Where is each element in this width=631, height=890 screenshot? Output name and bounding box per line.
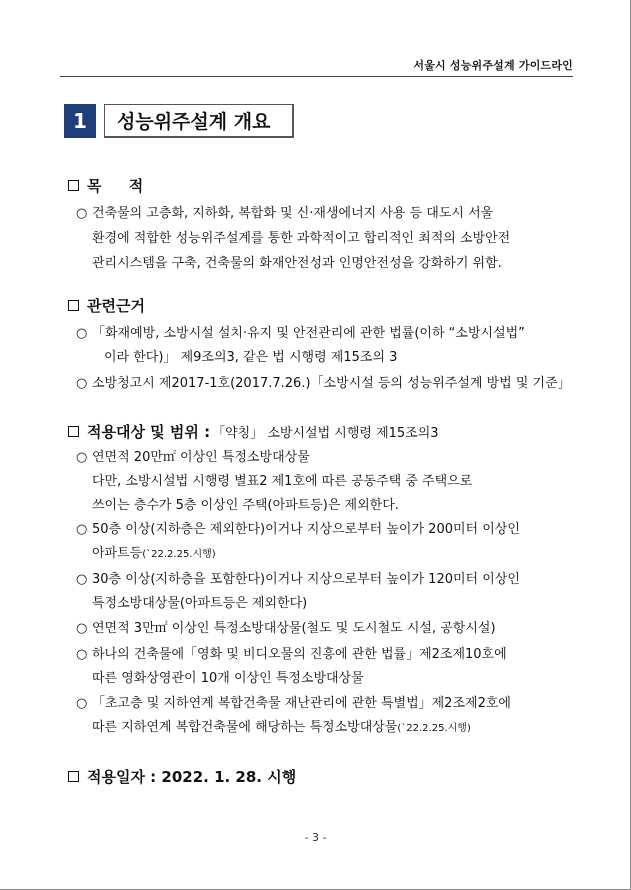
scope-item [76,621,496,637]
scope-item [76,450,310,466]
section-effective-heading [68,766,296,787]
chapter-heading [64,104,294,138]
checkbox-square-icon [68,180,79,191]
scope-text: 아파트등 [92,546,143,561]
header-title: 서울시 성능위주설계 가이드라인 [413,59,573,72]
scope-text: 50층 이상(지하층은 제외한다)이거나 지상으로부터 높이가 200미터 이상인 [92,522,520,537]
basis-text: 소방청고시 제2017-1호(2017.7.26.)「소방시설 등의 성능위주설계 방법 및 기준」 [92,376,571,391]
circle-bullet-icon: ○ [76,621,88,636]
circle-bullet-icon: ○ [76,572,88,587]
section-heading-note: 「약칭」 소방시설법 시행령 제15조의3 [212,426,439,441]
circle-bullet-icon: ○ [76,450,88,465]
purpose-text: 건축물의 고층화, 지하화, 복합화 및 신·재생에너지 사용 등 대도시 서울 [92,206,494,221]
scope-item [76,696,511,712]
scope-text-line [92,720,471,737]
scope-text: 다만, 소방시설법 시행령 별표2 제1호에 따른 공동주택 중 주택으로 [92,474,473,489]
scope-item [76,647,507,663]
scope-text: 특정소방대상물(아파트등은 제외한다) [92,596,308,611]
header-rule [60,76,573,77]
scope-text: 따른 영화상영관이 10개 이상인 특정소방대상물 [92,671,364,686]
purpose-line: 관리시스템을 구축, 건축물의 화재안전성과 인명안전성을 강화하기 위함. [92,256,502,271]
section-heading-text: 적용대상 및 범위 : [87,423,211,441]
circle-bullet-icon: ○ [76,376,88,391]
scope-text: 「초고층 및 지하연계 복합건축물 재난관리에 관한 특별법」제2조제2호에 [92,696,511,711]
circle-bullet-icon: ○ [76,326,88,341]
checkbox-square-icon [68,300,79,311]
section-heading-text: 적용일자 : 2022. 1. 28. 시행 [87,768,297,786]
checkbox-square-icon [68,771,79,782]
chapter-number: 1 [64,104,96,138]
scope-item [76,572,520,588]
purpose-line [76,206,493,222]
chapter-title: 성능위주설계 개요 [104,104,294,138]
scope-text: 연면적 3만㎡ 이상인 특정소방대상물(철도 및 도시철도 시설, 공항시설) [92,621,496,636]
effective-note: (`22.2.25.시행) [397,723,471,734]
scope-text: 연면적 20만㎡ 이상인 특정소방대상물 [92,450,310,465]
page-number: - 3 - [304,831,327,844]
purpose-line: 환경에 적합한 성능위주설계를 통한 과학적이고 합리적인 최적의 소방안전 [92,231,511,246]
scope-text-line [92,546,216,563]
circle-bullet-icon: ○ [76,696,88,711]
basis-item [76,376,571,392]
circle-bullet-icon: ○ [76,647,88,662]
effective-note: (`22.2.25.시행) [142,549,216,560]
section-purpose-heading [68,175,143,196]
circle-bullet-icon: ○ [76,206,88,221]
section-basis-heading [68,295,145,316]
scope-text: 쓰이는 층수가 5층 이상인 주택(아파트등)은 제외한다. [92,498,399,513]
scope-text: 따른 지하연계 복합건축물에 해당하는 특정소방대상물 [92,720,398,735]
section-scope-heading [68,421,439,442]
checkbox-square-icon [68,426,79,437]
scope-text: 하나의 건축물에「영화 및 비디오물의 진흥에 관한 법률」제2조제10호에 [92,647,507,662]
scope-item [76,522,520,538]
scope-text: 30층 이상(지하층을 포함한다)이거나 지상으로부터 높이가 120미터 이상인 [92,572,520,587]
basis-text: 「화재예방, 소방시설 설치·유지 및 안전관리에 관한 법률(이하 “소방시설법” [92,326,525,341]
basis-item [76,326,525,342]
circle-bullet-icon: ○ [76,522,88,537]
section-heading-text: 관련근거 [87,297,145,315]
section-heading-text: 목 적 [87,177,144,195]
basis-text: 이라 한다)」 제9조의3, 같은 법 시행령 제15조의 3 [104,350,398,365]
